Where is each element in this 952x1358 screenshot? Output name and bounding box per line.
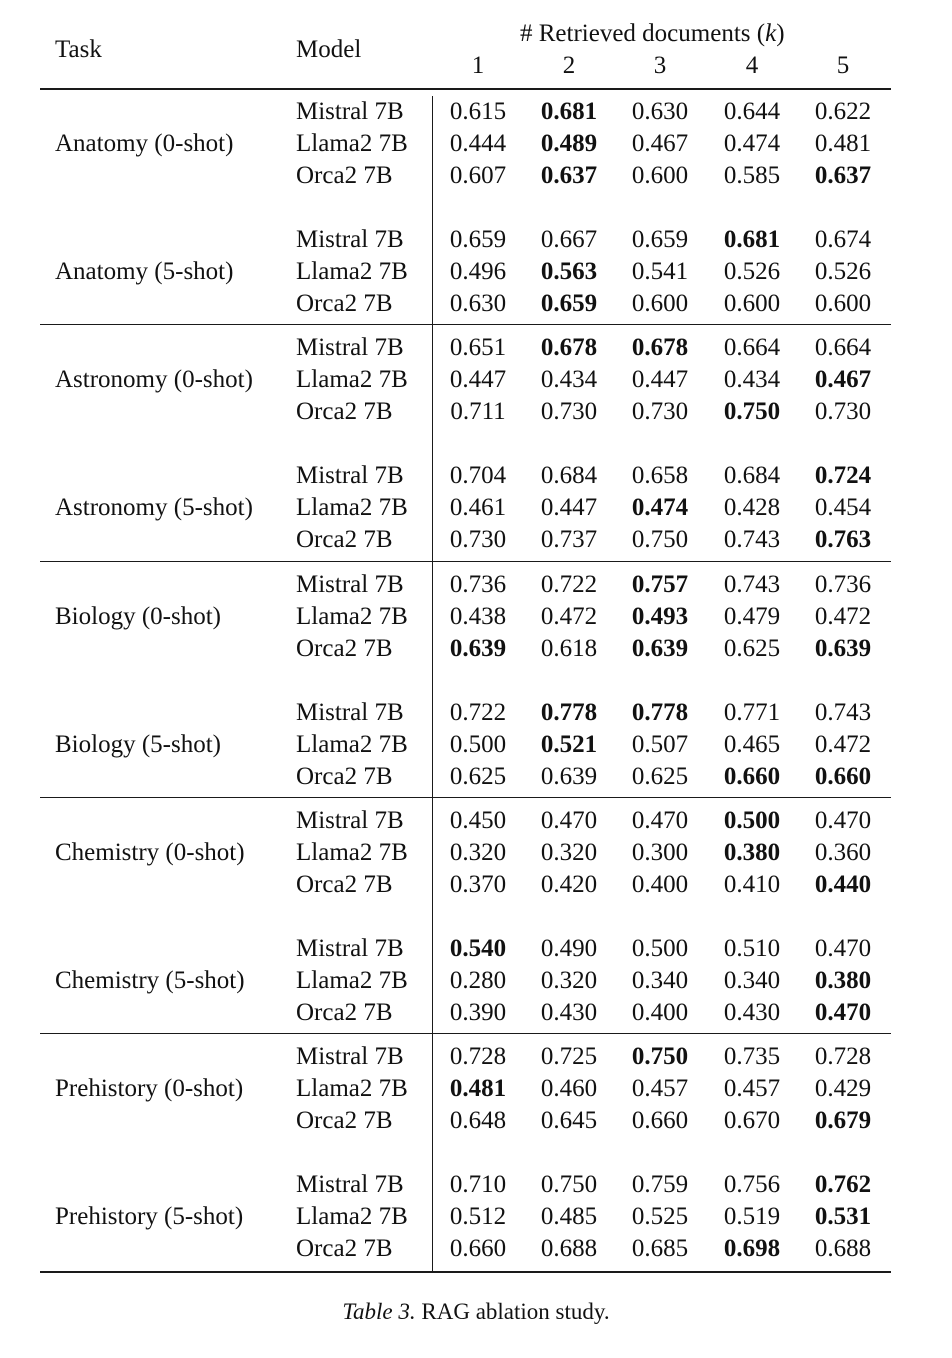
score-cell: 0.370: [449, 871, 507, 898]
score-cell: 0.730: [814, 398, 872, 425]
score-cell: 0.743: [723, 526, 781, 553]
score-cell: 0.474: [631, 494, 689, 521]
score-cell: 0.684: [723, 462, 781, 489]
score-cell: 0.390: [449, 999, 507, 1026]
score-cell: 0.660: [723, 763, 781, 790]
task-label: Biology (5-shot): [55, 731, 221, 758]
score-cell: 0.644: [723, 98, 781, 125]
score-cell: 0.679: [814, 1107, 872, 1134]
model-name: Llama2 7B: [296, 839, 408, 866]
score-cell: 0.434: [723, 366, 781, 393]
score-cell: 0.625: [449, 763, 507, 790]
score-cell: 0.474: [723, 130, 781, 157]
header-group-prefix: # Retrieved documents (: [520, 20, 766, 47]
score-cell: 0.667: [540, 226, 598, 253]
score-cell: 0.674: [814, 226, 872, 253]
horizontal-rule: [40, 88, 891, 90]
score-cell: 0.725: [540, 1043, 598, 1070]
score-cell: 0.730: [540, 398, 598, 425]
score-cell: 0.743: [814, 699, 872, 726]
score-cell: 0.410: [723, 871, 781, 898]
horizontal-rule: [40, 1033, 891, 1034]
model-name: Llama2 7B: [296, 1075, 408, 1102]
score-cell: 0.380: [814, 967, 872, 994]
model-name: Mistral 7B: [296, 462, 404, 489]
table-caption: [0, 1296, 952, 1328]
model-name: Mistral 7B: [296, 571, 404, 598]
header-k-3: 3: [653, 52, 667, 79]
score-cell: 0.659: [449, 226, 507, 253]
score-cell: 0.711: [450, 398, 506, 425]
score-cell: 0.763: [814, 526, 872, 553]
score-cell: 0.472: [814, 731, 872, 758]
horizontal-rule: [40, 561, 891, 562]
score-cell: 0.320: [449, 839, 507, 866]
model-name: Llama2 7B: [296, 1203, 408, 1230]
score-cell: 0.625: [631, 763, 689, 790]
score-cell: 0.585: [723, 162, 781, 189]
score-cell: 0.771: [723, 699, 781, 726]
header-k-5: 5: [836, 52, 850, 79]
score-cell: 0.637: [814, 162, 872, 189]
header-k-2: 2: [562, 52, 576, 79]
score-cell: 0.639: [449, 635, 507, 662]
score-cell: 0.461: [449, 494, 507, 521]
score-cell: 0.472: [540, 603, 598, 630]
score-cell: 0.340: [631, 967, 689, 994]
model-name: Llama2 7B: [296, 967, 408, 994]
score-cell: 0.526: [814, 258, 872, 285]
score-cell: 0.420: [540, 871, 598, 898]
score-cell: 0.615: [449, 98, 507, 125]
score-cell: 0.750: [723, 398, 781, 425]
score-cell: 0.778: [540, 699, 598, 726]
score-cell: 0.444: [449, 130, 507, 157]
score-cell: 0.493: [631, 603, 689, 630]
caption-label: Table 3.: [342, 1299, 416, 1324]
score-cell: 0.685: [631, 1235, 689, 1262]
score-cell: 0.762: [814, 1171, 872, 1198]
header-task: Task: [55, 36, 102, 63]
task-label: Prehistory (5-shot): [55, 1203, 244, 1230]
score-cell: 0.688: [814, 1235, 872, 1262]
score-cell: 0.500: [449, 731, 507, 758]
header-k-4: 4: [745, 52, 759, 79]
score-cell: 0.519: [723, 1203, 781, 1230]
header-retrieved-documents: [520, 18, 785, 50]
vertical-rule: [432, 96, 433, 1271]
score-cell: 0.600: [723, 290, 781, 317]
score-cell: 0.500: [631, 935, 689, 962]
score-cell: 0.467: [814, 366, 872, 393]
score-cell: 0.434: [540, 366, 598, 393]
model-name: Orca2 7B: [296, 1235, 393, 1262]
score-cell: 0.660: [449, 1235, 507, 1262]
model-name: Orca2 7B: [296, 290, 393, 317]
task-label: Chemistry (0-shot): [55, 839, 245, 866]
score-cell: 0.600: [631, 290, 689, 317]
score-cell: 0.300: [631, 839, 689, 866]
score-cell: 0.678: [540, 334, 598, 361]
score-cell: 0.460: [540, 1075, 598, 1102]
score-cell: 0.618: [540, 635, 598, 662]
model-name: Orca2 7B: [296, 763, 393, 790]
score-cell: 0.540: [449, 935, 507, 962]
score-cell: 0.320: [540, 839, 598, 866]
score-cell: 0.630: [449, 290, 507, 317]
score-cell: 0.489: [540, 130, 598, 157]
score-cell: 0.526: [723, 258, 781, 285]
horizontal-rule: [40, 797, 891, 798]
score-cell: 0.400: [631, 871, 689, 898]
score-cell: 0.470: [540, 807, 598, 834]
model-name: Orca2 7B: [296, 162, 393, 189]
task-label: Anatomy (0-shot): [55, 130, 234, 157]
score-cell: 0.454: [814, 494, 872, 521]
model-name: Orca2 7B: [296, 871, 393, 898]
horizontal-rule: [40, 324, 891, 325]
score-cell: 0.280: [449, 967, 507, 994]
score-cell: 0.541: [631, 258, 689, 285]
task-label: Anatomy (5-shot): [55, 258, 234, 285]
score-cell: 0.457: [631, 1075, 689, 1102]
score-cell: 0.600: [631, 162, 689, 189]
score-cell: 0.639: [814, 635, 872, 662]
model-name: Llama2 7B: [296, 731, 408, 758]
score-cell: 0.639: [631, 635, 689, 662]
score-cell: 0.736: [449, 571, 507, 598]
score-cell: 0.440: [814, 871, 872, 898]
score-cell: 0.450: [449, 807, 507, 834]
model-name: Mistral 7B: [296, 1043, 404, 1070]
model-name: Orca2 7B: [296, 526, 393, 553]
score-cell: 0.724: [814, 462, 872, 489]
score-cell: 0.563: [540, 258, 598, 285]
score-cell: 0.510: [723, 935, 781, 962]
score-cell: 0.496: [449, 258, 507, 285]
score-cell: 0.485: [540, 1203, 598, 1230]
score-cell: 0.479: [723, 603, 781, 630]
score-cell: 0.521: [540, 731, 598, 758]
score-cell: 0.430: [540, 999, 598, 1026]
score-cell: 0.470: [814, 807, 872, 834]
score-cell: 0.490: [540, 935, 598, 962]
model-name: Orca2 7B: [296, 999, 393, 1026]
score-cell: 0.470: [814, 935, 872, 962]
score-cell: 0.340: [723, 967, 781, 994]
score-cell: 0.735: [723, 1043, 781, 1070]
score-cell: 0.465: [723, 731, 781, 758]
score-cell: 0.730: [449, 526, 507, 553]
score-cell: 0.622: [814, 98, 872, 125]
score-cell: 0.698: [723, 1235, 781, 1262]
model-name: Mistral 7B: [296, 226, 404, 253]
score-cell: 0.438: [449, 603, 507, 630]
score-cell: 0.507: [631, 731, 689, 758]
score-cell: 0.481: [814, 130, 872, 157]
score-cell: 0.645: [540, 1107, 598, 1134]
score-cell: 0.637: [540, 162, 598, 189]
score-cell: 0.710: [449, 1171, 507, 1198]
score-cell: 0.737: [540, 526, 598, 553]
score-cell: 0.481: [449, 1075, 507, 1102]
score-cell: 0.704: [449, 462, 507, 489]
model-name: Mistral 7B: [296, 1171, 404, 1198]
task-label: Chemistry (5-shot): [55, 967, 245, 994]
score-cell: 0.736: [814, 571, 872, 598]
score-cell: 0.756: [723, 1171, 781, 1198]
horizontal-rule: [40, 1271, 891, 1273]
score-cell: 0.428: [723, 494, 781, 521]
model-name: Mistral 7B: [296, 807, 404, 834]
score-cell: 0.659: [631, 226, 689, 253]
score-cell: 0.778: [631, 699, 689, 726]
model-name: Llama2 7B: [296, 130, 408, 157]
score-cell: 0.670: [723, 1107, 781, 1134]
score-cell: 0.730: [631, 398, 689, 425]
score-cell: 0.743: [723, 571, 781, 598]
score-cell: 0.470: [814, 999, 872, 1026]
score-cell: 0.651: [449, 334, 507, 361]
score-cell: 0.447: [631, 366, 689, 393]
caption-text: RAG ablation study.: [421, 1299, 610, 1324]
score-cell: 0.678: [631, 334, 689, 361]
score-cell: 0.429: [814, 1075, 872, 1102]
model-name: Orca2 7B: [296, 1107, 393, 1134]
score-cell: 0.472: [814, 603, 872, 630]
score-cell: 0.639: [540, 763, 598, 790]
score-cell: 0.660: [631, 1107, 689, 1134]
model-name: Orca2 7B: [296, 398, 393, 425]
score-cell: 0.660: [814, 763, 872, 790]
task-label: Prehistory (0-shot): [55, 1075, 244, 1102]
task-label: Astronomy (0-shot): [55, 366, 253, 393]
score-cell: 0.512: [449, 1203, 507, 1230]
model-name: Mistral 7B: [296, 334, 404, 361]
score-cell: 0.430: [723, 999, 781, 1026]
score-cell: 0.457: [723, 1075, 781, 1102]
score-cell: 0.360: [814, 839, 872, 866]
score-cell: 0.447: [449, 366, 507, 393]
score-cell: 0.750: [540, 1171, 598, 1198]
model-name: Orca2 7B: [296, 635, 393, 662]
model-name: Llama2 7B: [296, 258, 408, 285]
score-cell: 0.728: [814, 1043, 872, 1070]
model-name: Llama2 7B: [296, 494, 408, 521]
model-name: Mistral 7B: [296, 935, 404, 962]
score-cell: 0.447: [540, 494, 598, 521]
header-model: Model: [296, 36, 362, 63]
model-name: Llama2 7B: [296, 603, 408, 630]
score-cell: 0.757: [631, 571, 689, 598]
task-label: Biology (0-shot): [55, 603, 221, 630]
model-name: Mistral 7B: [296, 98, 404, 125]
score-cell: 0.658: [631, 462, 689, 489]
score-cell: 0.659: [540, 290, 598, 317]
score-cell: 0.467: [631, 130, 689, 157]
score-cell: 0.759: [631, 1171, 689, 1198]
score-cell: 0.681: [723, 226, 781, 253]
score-cell: 0.470: [631, 807, 689, 834]
score-cell: 0.681: [540, 98, 598, 125]
score-cell: 0.630: [631, 98, 689, 125]
model-name: Mistral 7B: [296, 699, 404, 726]
score-cell: 0.607: [449, 162, 507, 189]
score-cell: 0.648: [449, 1107, 507, 1134]
header-group-suffix: ): [776, 20, 785, 47]
score-cell: 0.750: [631, 526, 689, 553]
task-label: Astronomy (5-shot): [55, 494, 253, 521]
score-cell: 0.320: [540, 967, 598, 994]
model-name: Llama2 7B: [296, 366, 408, 393]
score-cell: 0.688: [540, 1235, 598, 1262]
header-group-var: k: [765, 20, 777, 47]
score-cell: 0.722: [540, 571, 598, 598]
header-k-1: 1: [471, 52, 485, 79]
score-cell: 0.600: [814, 290, 872, 317]
score-cell: 0.531: [814, 1203, 872, 1230]
score-cell: 0.625: [723, 635, 781, 662]
score-cell: 0.400: [631, 999, 689, 1026]
score-cell: 0.525: [631, 1203, 689, 1230]
score-cell: 0.722: [449, 699, 507, 726]
score-cell: 0.750: [631, 1043, 689, 1070]
score-cell: 0.664: [723, 334, 781, 361]
score-cell: 0.728: [449, 1043, 507, 1070]
score-cell: 0.664: [814, 334, 872, 361]
score-cell: 0.380: [723, 839, 781, 866]
score-cell: 0.500: [723, 807, 781, 834]
score-cell: 0.684: [540, 462, 598, 489]
